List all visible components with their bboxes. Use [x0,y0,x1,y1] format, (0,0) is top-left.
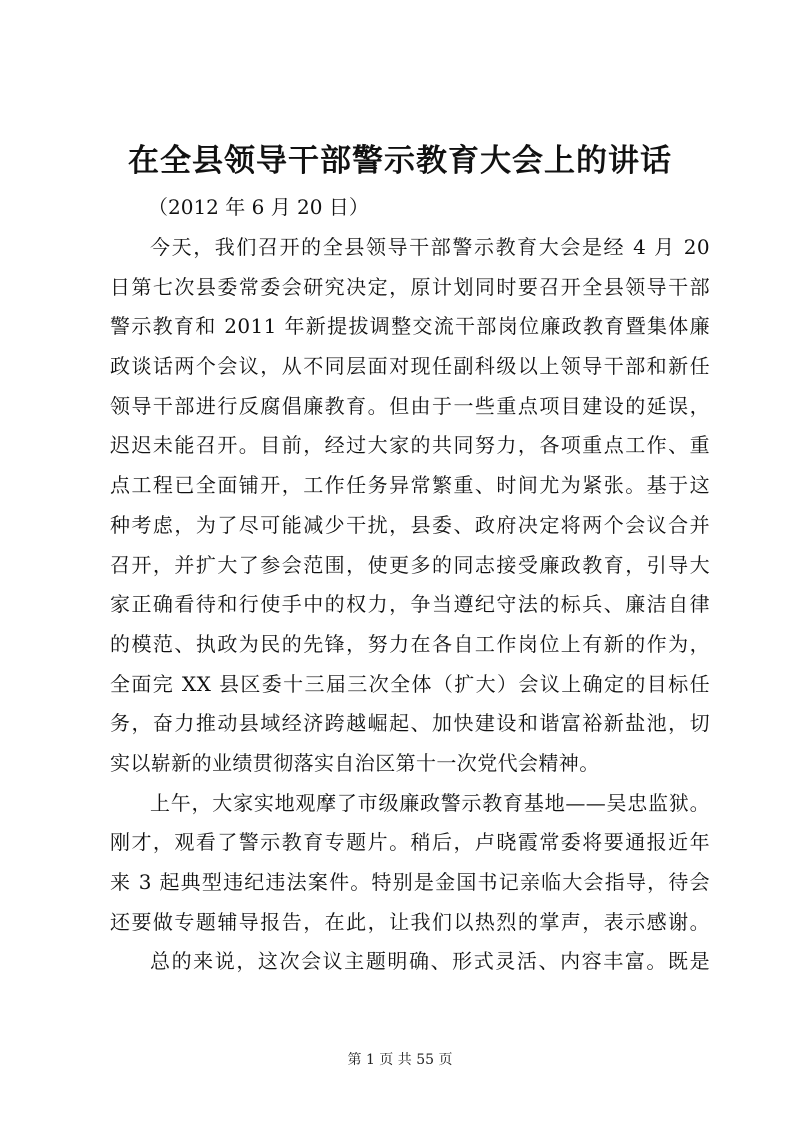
text-line: 召开，并扩大了参会范围，使更多的同志接受廉政教育，引导大 [110,552,710,577]
text-line: 种考虑，为了尽可能减少干扰，县委、政府决定将两个会议合并 [110,512,710,537]
text-line: 的模范、执政为民的先锋，努力在各自工作岗位上有新的作为， [110,631,710,656]
document-title: 在全县领导干部警示教育大会上的讲话 [128,143,672,179]
text-line: 刚才，观看了警示教育专题片。稍后，卢晓霞常委将要通报近年 [110,830,710,855]
text-line: 领导干部进行反腐倡廉教育。但由于一些重点项目建设的延误， [110,393,710,418]
text-line: 家正确看待和行使手中的权力，争当遵纪守法的标兵、廉洁自律 [110,592,710,617]
speech-date: （2012 年 6 月 20 日） [148,195,369,219]
text-line: 来 3 起典型违纪违法案件。特别是金国书记亲临大会指导，待会 [110,870,710,894]
text-line: 还要做专题辅导报告，在此，让我们以热烈的掌声，表示感谢。 [110,909,710,934]
text-line: 日第七次县委常委会研究决定，原计划同时要召开全县领导干部 [110,274,710,299]
page-footer: 第 1 页 共 55 页 [347,1052,453,1068]
text-line: 务，奋力推动县域经济跨越崛起、加快建设和谐富裕新盐池，切 [110,711,710,736]
text-line: 上午，大家实地观摩了市级廉政警示教育基地——吴忠监狱。 [150,790,710,815]
text-line: 今天，我们召开的全县领导干部警示教育大会是经 4 月 20 [150,235,710,259]
text-line: 总的来说，这次会议主题明确、形式灵活、内容丰富。既是 [150,949,710,974]
text-line: 政谈话两个会议，从不同层面对现任副科级以上领导干部和新任 [110,354,710,379]
speech-body [110,228,710,982]
text-line: 全面完 XX 县区委十三届三次全体（扩大）会议上确定的目标任 [110,671,710,696]
text-line: 实以崭新的业绩贯彻落实自治区第十一次党代会精神。 [110,750,600,775]
text-line: 点工程已全面铺开，工作任务异常繁重、时间尤为紧张。基于这 [110,473,710,498]
text-line: 迟迟未能召开。目前，经过大家的共同努力，各项重点工作、重 [110,433,710,458]
text-line: 警示教育和 2011 年新提拔调整交流干部岗位廉政教育暨集体廉 [110,314,710,339]
